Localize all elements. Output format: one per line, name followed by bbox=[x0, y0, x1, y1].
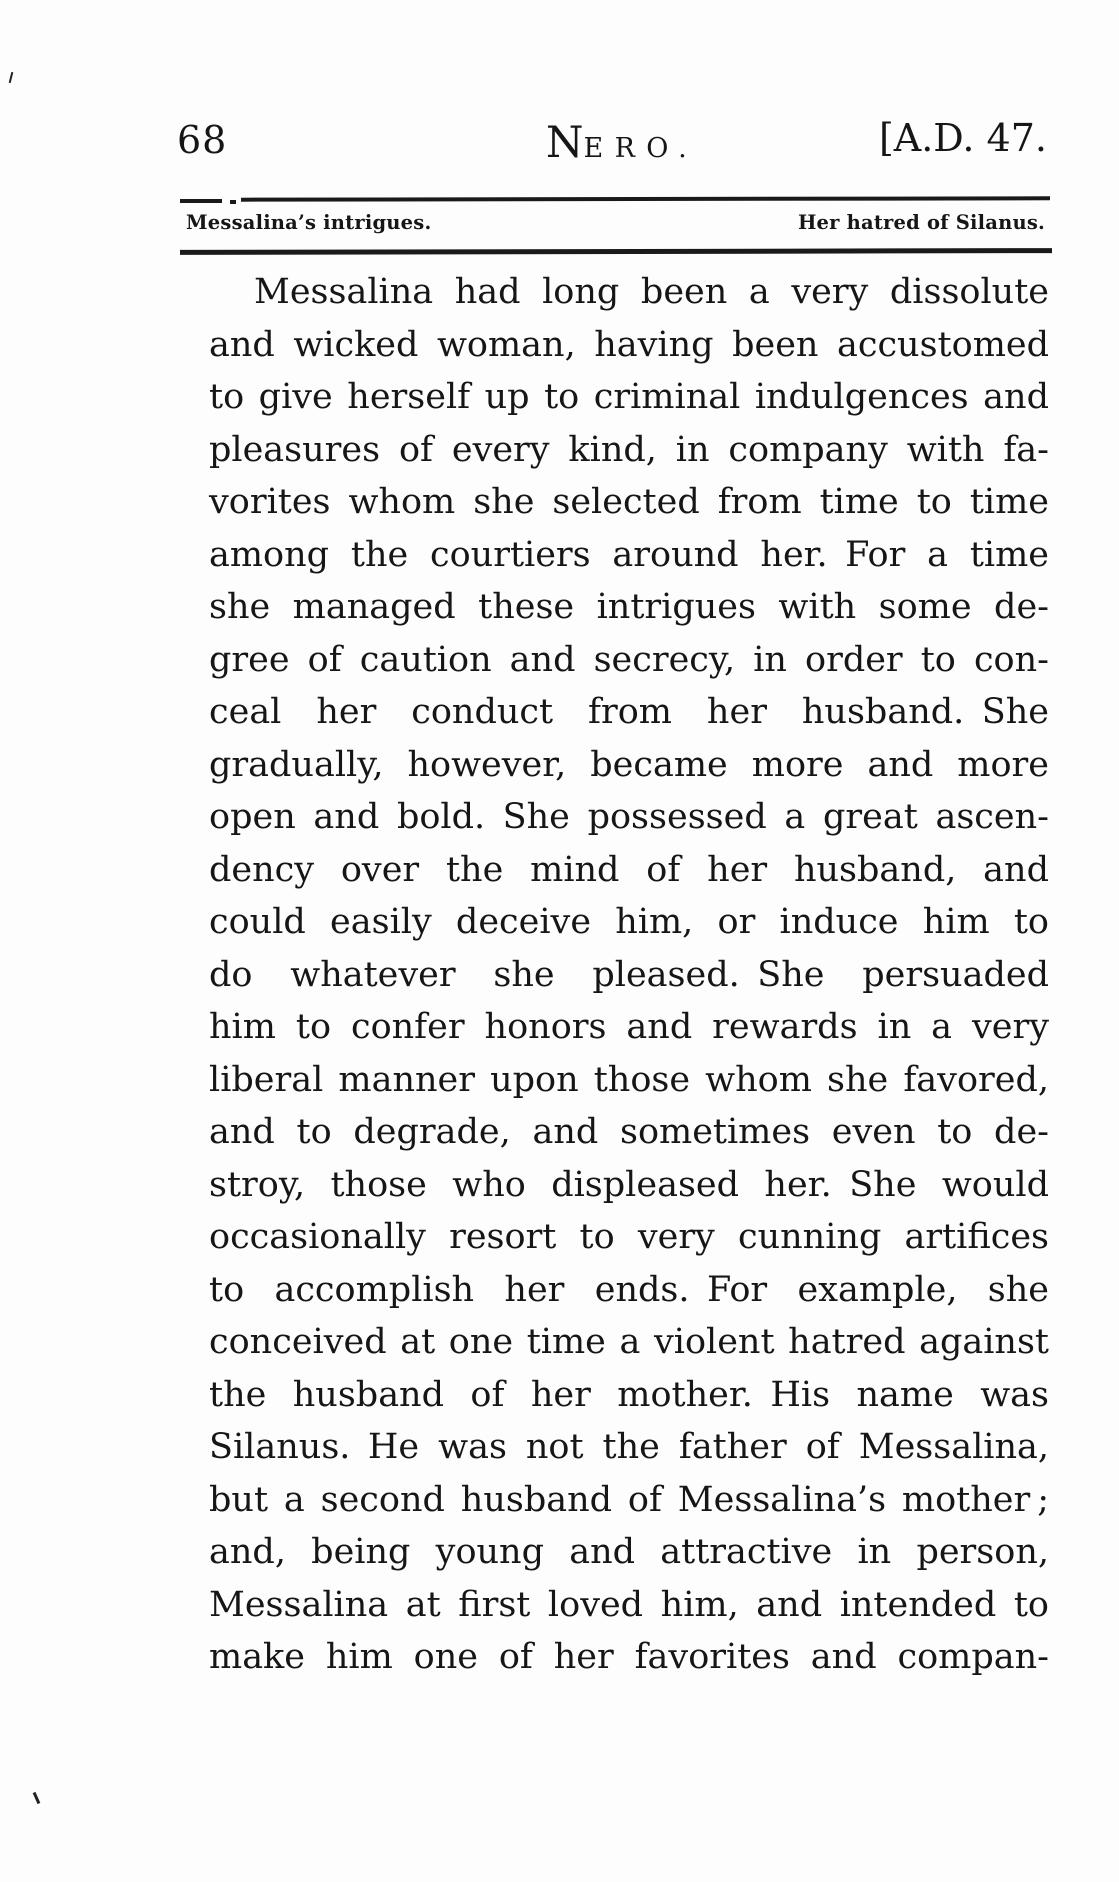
running-title-rest: ERO. bbox=[583, 133, 699, 164]
body-paragraph bbox=[209, 266, 1049, 1684]
body-line: open and bold. She possessed a great ascen- bbox=[209, 797, 1049, 837]
body-line: dency over the mind of her husband, and bbox=[209, 849, 1049, 890]
body-line: and wicked woman, having been accustomed bbox=[209, 324, 1049, 365]
header-rule-segment-left bbox=[180, 199, 222, 203]
body-line: and, being young and attractive in person, bbox=[209, 1532, 1049, 1572]
guide-word-rule bbox=[180, 248, 1052, 255]
body-line: him to confer honors and rewards in a very bbox=[209, 1007, 1049, 1047]
body-line: to give herself up to criminal indulgences and bbox=[209, 377, 1049, 417]
body-line: she managed these intrigues with some de- bbox=[209, 587, 1049, 627]
body-line: make him one of her favorites and compan- bbox=[209, 1637, 1049, 1677]
body-line: Messalina at first loved him, and intended to bbox=[209, 1584, 1049, 1625]
body-line: vorites whom she selected from time to time bbox=[209, 482, 1049, 522]
stray-mark-bottom-left bbox=[33, 1792, 41, 1804]
page-number: 68 bbox=[177, 118, 228, 162]
body-line: ceal her conduct from her husband. She bbox=[209, 692, 1049, 732]
body-line: Messalina had long been a very dissolute bbox=[254, 272, 1049, 312]
body-line: occasionally resort to very cunning artifices bbox=[209, 1217, 1049, 1257]
body-line: conceived at one time a violent hatred against bbox=[209, 1322, 1049, 1362]
guide-word-right: Her hatred of Silanus. bbox=[797, 211, 1045, 234]
running-title bbox=[546, 118, 698, 168]
guide-word-left: Messalina’s intrigues. bbox=[186, 211, 432, 234]
header-rule-dot bbox=[230, 200, 236, 204]
body-line: the husband of her mother. His name was bbox=[209, 1374, 1049, 1415]
body-line: liberal manner upon those whom she favored, bbox=[209, 1059, 1049, 1100]
stray-mark-top-left bbox=[9, 72, 14, 83]
body-line: pleasures of every kind, in company with fa- bbox=[209, 429, 1049, 470]
body-line: and to degrade, and sometimes even to de- bbox=[209, 1112, 1049, 1152]
header-rule-segment-right bbox=[241, 196, 1050, 201]
body-line: stroy, those who displeased her. She would bbox=[209, 1164, 1049, 1205]
date-annotation: [A.D. 47. bbox=[878, 116, 1047, 160]
body-line: could easily deceive him, or induce him to bbox=[209, 902, 1049, 942]
body-line: do whatever she pleased. She persuaded bbox=[209, 954, 1049, 995]
body-line: gradually, however, became more and more bbox=[209, 744, 1049, 785]
body-line: to accomplish her ends. For example, she bbox=[209, 1269, 1049, 1310]
body-line: gree of caution and secrecy, in order to con- bbox=[209, 639, 1049, 680]
body-line: among the courtiers around her. For a time bbox=[209, 534, 1049, 575]
body-line: but a second husband of Messalina’s mother ; bbox=[209, 1479, 1049, 1520]
running-title-initial: N bbox=[545, 118, 584, 168]
body-line: Silanus. He was not the father of Messalina, bbox=[209, 1427, 1049, 1467]
